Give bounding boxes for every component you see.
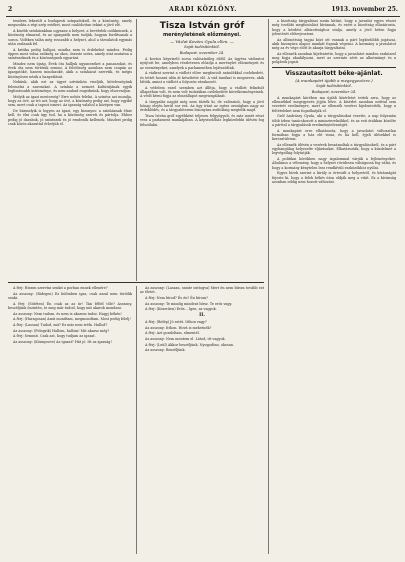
paragraph: Gróf Andrássy Gyula, aki a tárgyalásokat vezette, a nap folyamán több ízben tanácskozott a miniszterelnökkel, és az esti órákban közölte a párttal a tárgyalások eredménytelenségét. xyxy=(272,114,396,127)
dialogue-line: A férj: (Sötéten) Én csak az az úr! Tán féltél tőle? Asszony, beszéljünk őszintén, te meg már tudod, hogy mit akarok mondani. xyxy=(8,301,132,310)
article-subhead-2: — Vázlat Kovács Gyula ellen. — xyxy=(170,39,234,44)
page-header xyxy=(6,4,400,17)
dialogue-line: A férj: Semmit. Csak azt, hogy tudjam az igazat. xyxy=(13,334,96,339)
article-byline: Saját tudósítónktól. xyxy=(184,45,220,49)
column-divider xyxy=(136,286,137,554)
paragraph: De bármelyik is legyen az igazi, egy bizonyos: a színháznak élnie kell, és élni csak úgy tud, ha a közönség szereti és pártolja. Ehhez pedig jó darabok, jó színészek és jó rendezők kellenek. Mindezt pedig csak közös akarattal érhetjük el. xyxy=(8,108,132,126)
article-dateline-2: Budapest, november 24. xyxy=(311,89,357,94)
paragraph: Egyes hírek szerint a király is értesült a helyzetről, és kívánságát fejezte ki, hogy a felek békés úton oldják meg a vitát. Ez a kívánság azonban eddig nem hozott változást. xyxy=(272,171,396,185)
paragraph: Az ellenzék azonban kijelentette, hogy a javaslatot minden eszközzel meg fogja akadályozni, mert az szerinte sérti az alkotmányt és a polgárok jogait. xyxy=(272,51,396,65)
paragraph: A munkapárt körében ma újabb kísérletet tettek arra, hogy az ellenzékkel megegyezés jöjjön létre. A kísérlet azonban ezúttal sem vezetett eredményre, mert az ellenzék vezérei kijelentették, hogy a feltételeket nem fogadhatják el. xyxy=(272,95,396,113)
dialogue-line: Az asszony: Nem tudom, és nem is akarom tudni. Hagyj békén! xyxy=(13,311,122,316)
column-divider xyxy=(268,19,269,554)
dialogue-line: A férj: (Leül) Akkor beszéljünk. Nyugodtan, okosan. xyxy=(145,342,234,347)
paragraph: A kisebb színházakban ugyanez a helyzet, a bevételek csökkennek, a közönség elmarad, és az igazgatók nem tudják, hogyan fordítsanak a soron. Vidéken talán még rosszabb a helyzet, ahol a társulatok egymás után oszlanak fel. xyxy=(8,28,132,46)
column-divider xyxy=(136,19,137,281)
paragraph: Nekünk, akik ezt az ügyet szívünkön viseljük, kötelességünk felemelni a szavunkat. A színház a nemzet kultúrájának egyik legfontosabb intézménye, és nem szabad engednünk, hogy elsorvadjon. xyxy=(8,80,132,94)
article-byline-2: Saját tudósítónktól. xyxy=(316,83,352,88)
paragraph: Melyik az igazi mesterség? Erre nehéz felelni. A színész azt mondja, hogy az övé, az író azt, hogy az övé, a közönség pedig azt, hogy egyiké sem, mert csak a tapsot ismeri. Az igazság valahol a középen van. xyxy=(8,94,132,108)
paragraph: A tárgyalás napját még nem tűzték ki, de valószínű, hogy a jövő hónap elején kerül sor reá. Az ügy iránt az egész országban nagy az érdeklődés, és a tárgyalóterem bizonyára zsúfolásig megtelik majd. xyxy=(140,99,264,113)
article-subhead-3: (A munkapárt újabb a megegyezésre.) xyxy=(295,77,373,83)
newspaper-page xyxy=(6,4,400,558)
paragraph: a bizottság tárgyalásai során kitűnt, hogy a javaslat egyes részei még további megfontolást kívánnak, és ezért a bizottság elhatározta, hogy a kérdést albizottsághoz utalja, amely a jövő héten fogja jelentését előterjeszteni. xyxy=(272,19,396,36)
paragraph: A politikai körökben nagy izgalommal várják a fejleményeket. Általános a vélemény, hogy a helyzet rövidesen válságossá fog válni, és hogy a kormány kénytelen lesz rendkívüli eszközökhöz nyúlni. xyxy=(272,157,396,170)
dialogue-line: Az asszony: Te mindig mindent bírsz. Te erős vagy. xyxy=(145,301,233,306)
section-numeral: II. xyxy=(199,313,205,319)
dialogue-line: A férj: Nem bírod? És én? Én bírom? xyxy=(145,295,208,300)
column-3 xyxy=(272,19,396,554)
paragraph: Tisza István gróf egyébként teljesen felgyógyult, és már ismét részt vesz a parlament munkájában. A képviselőház legközelebbi ülésén fog felszólalni. xyxy=(140,114,264,127)
article-dateline: Budapest, november 24. xyxy=(179,51,225,55)
paragraph: A kritika pedig hallgat, mintha nem is érdekelné mindez. Pedig éppen most volna szükség az okos, őszinte szóra, amely utat mutatna a színészeknek és a közönségnek egyaránt. xyxy=(8,47,132,61)
feuilleton-section xyxy=(8,282,264,555)
paragraph: Mindez nem újság. Évek óta halljuk ugyanezeket a panaszokat, és évek óta nem történik semmi. A felelősség azonban nem csupán az igazgatóké, hanem mindazoké, akik a színházat szeretik, és mégis közönyösen nézik a hanyatlását. xyxy=(8,61,132,79)
dialogue-line: A férj: Hiszen szeretni senkit a porban ennek ellenére? xyxy=(13,286,108,290)
dialogue-line: A férj: (Lassan) Tudod, mit? Ez már nem tréfa. Hallod? xyxy=(13,323,108,328)
dialogue-line: Az asszony: (Ridegen) Ez különben igaz, csak azzal nem törődik senki. xyxy=(8,291,132,300)
feuilleton-column-2 xyxy=(140,286,264,554)
dialogue-line: A férj: Azt gondoltam, elmentél. xyxy=(145,331,200,336)
section-rule xyxy=(272,67,396,68)
dialogue-line: Az asszony: (Felugrik) Hallom, hallom! Mit akarsz még? xyxy=(13,328,110,333)
dialogue-line: A férj: (Belép) Jó estét. Itthon vagy? xyxy=(145,320,207,325)
dialogue-line: Az asszony: Nem mentem el. Látod, itt vagyok. xyxy=(145,337,226,342)
dialogue-line: Az asszony: (Lassan, szinte suttogva) Mert én nem bírom tovább ezt az életet. xyxy=(140,286,264,295)
paragraph: A vádirat szerint a vádlott előre megfontolt szándékkal cselekedett, és tettét hosszú időn át készítette elő. A vád tanúkat is megnevez, akik látták, amint a vádlott a folyosón várakozott. xyxy=(140,71,264,84)
dialogue-line: Az asszony: Itthon. Hová is mehetnék? xyxy=(145,325,212,330)
paragraph: Az ellenzék ülésén a vezérek beszámoltak a tárgyalásokról, és a párt egyhangúlag helyeselte eljárásukat. Elhatározták, hogy a küzdelmet a legvégsőkig folytatják. xyxy=(272,142,396,156)
page-number: 2 xyxy=(8,6,13,13)
column-1 xyxy=(8,19,132,281)
paragraph: A védelem ezzel szemben azt állítja, hogy a vádlott felindult állapotban volt, és nem volt tudatában cselekedete következményeinek. A védő kérni fogja az elmeállapot megvizsgálását. xyxy=(140,85,264,99)
dialogue-line: Az asszony: (Könnyezve) Az igazat? Hát jó. Itt az igazság! xyxy=(13,340,112,345)
column-2 xyxy=(140,19,264,281)
paragraph: Az albizottság tagjai közt ott vannak a párt legkiválóbb jogászai, akik bizonyára alapos munkát fognak végezni. A kormány a javaslatot még az év vége előtt le akarja tárgyaltatni. xyxy=(272,37,396,51)
paragraph: A munkapárt erre elhatározta, hogy a javaslatot változatlan formában fogja a ház elé vinni, és ha kell, éjjeli ülésekkel is keresztülviszi. xyxy=(272,128,396,142)
feuilleton-column-1 xyxy=(8,286,132,554)
paragraph: tendern lekerült a budapesti színpadokról, és a közönség, amely megszokta a régi szép estéket, most csalódottan tekint a jövő elé. xyxy=(8,19,132,28)
article-headline-2: Visszautasított béke-ajánlat. xyxy=(285,69,383,77)
dialogue-line: A férj: (Haragosan) Amit mondtam, megmondtam. Most pedig felelj! xyxy=(13,317,131,322)
dialogue-line: Az asszony: Beszéljünk. xyxy=(145,348,186,353)
article-subhead: merényletének előzményei. xyxy=(162,32,242,38)
article-headline: Tisza István gróf xyxy=(159,21,245,31)
dialogue-line: A férj: (Keserűen) Erős... Igen, az vagyok. xyxy=(145,307,217,312)
issue-date: 1913. november 25. xyxy=(331,6,398,13)
newspaper-title: ARADI KÖZLÖNY. xyxy=(169,6,237,13)
paragraph: A kovács képviselő sorsa valószínűleg eldől. Az ügyész vádiratot nyújtott be, amelyben részletesen előadja a merénylet előzményeit és az eseményeket, amelyek a parlamentben lejátszódtak. xyxy=(140,57,264,70)
